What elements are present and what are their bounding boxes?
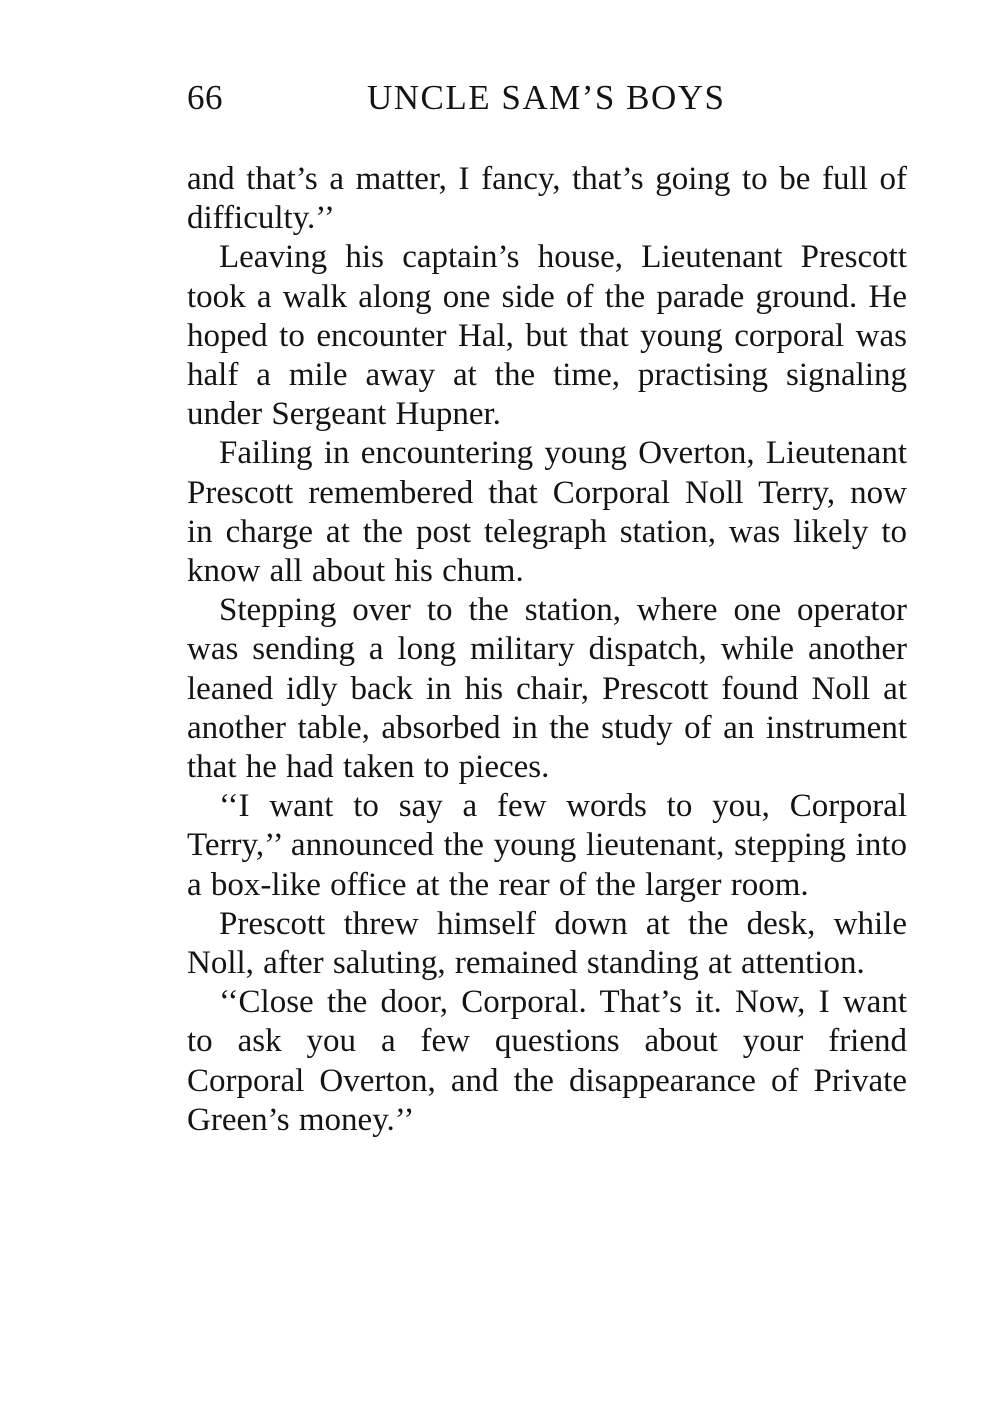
running-header	[187, 76, 907, 120]
page-number: 66	[187, 78, 223, 117]
paragraph: Stepping over to the station, where one operator was sending a long military dispatch, while another leaned idly back in his chair, Prescott found Noll at another table, absorbed in the study of an instrument that he had taken to pieces.	[187, 592, 907, 786]
body-text	[187, 160, 907, 1140]
paragraph: and that’s a matter, I fancy, that’s going to be full of difficulty.’’	[187, 161, 907, 237]
paragraph: Prescott threw himself down at the desk, while Noll, after saluting, remained standing at attention.	[187, 905, 907, 982]
paragraph: Leaving his captain’s house, Lieutenant Prescott took a walk along one side of the parade ground. He hoped to encounter Hal, but that young corporal was half a mile away at the time, practising signaling under Sergeant Hupner.	[187, 239, 907, 433]
paragraph: Failing in encountering young Overton, Lieutenant Prescott remembered that Corporal Noll Terry, now in charge at the post telegraph station, was likely to know all about his chum.	[187, 435, 907, 590]
book-title: UNCLE SAM’S BOYS	[367, 78, 726, 117]
paragraph: ‘‘I want to say a few words to you, Corporal Terry,’’ announced the young lieutenant, stepping into a box-like office at the rear of the larger room.	[187, 788, 907, 903]
paragraph: ‘‘Close the door, Corporal. That’s it. Now, I want to ask you a few questions about your friend Corporal Overton, and the disappearance of Private Green’s money.’’	[187, 984, 907, 1138]
